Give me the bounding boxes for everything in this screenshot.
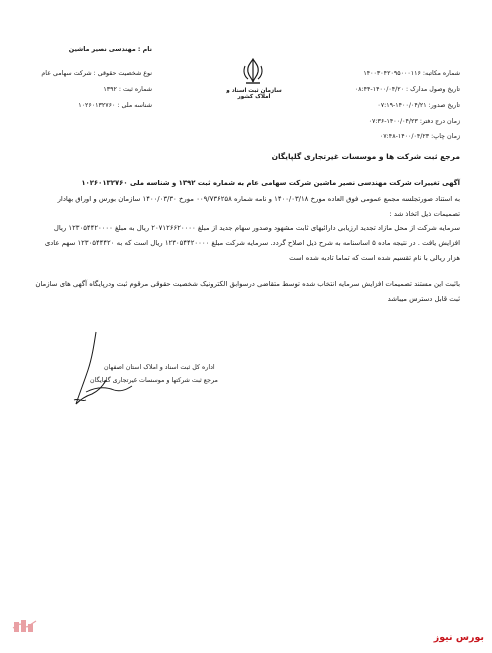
watermark-text: بورس نیوز [433,632,484,643]
notice-line-6: باثبت این مستند تصمیمات افزایش سرمایه انتخاب شده توسط متقاضی درسوابق الکترونیک شخصیت حقوقی مرقوم ثبت ودرپایگاه آگهی های سازمان [35,280,460,288]
notice-line-4: افزایش یافت . در نتیجه ماده ۵ اساسنامه به شرح ذیل اصلاح گردد. سرمایه شرکت مبلغ ۱۲۳۰۵۴۴۲۰۰۰۰ ریال است که به ۱۲۳۰۵۴۴۴۲۰ سهم عادی [44,239,460,247]
notice-line-2: تصمیمات ذیل اتخاذ شد : [389,210,460,218]
company-name: نام : مهندسی نصیر ماشین [68,46,152,53]
signature-line-2: مرجع ثبت شرکتها و موسسات غیرتجاری گلپایگان [90,377,218,384]
letter-number: شماره مکاتبه: ۱۴۰۰۳۰۴۲۰۹۵۰۰۰۱۱۶ [363,70,460,77]
legal-type: نوع شخصیت حقوقی : شرکت سهامی عام [41,70,152,77]
national-id: شناسه ملی : ۱۰۲۶۰۱۳۲۷۶۰ [78,102,152,109]
watermark-logo-icon [10,618,40,636]
print-time: زمان چاپ: ۱۴۰۰/۰۴/۲۳-۰۷:۴۸ [379,133,460,140]
receipt-date: تاریخ وصول مدارک : ۱۴۰۰/۰۴/۲۰-۰۸:۴۴ [354,86,460,93]
authority-heading: مرجع ثبت شرکت ها و موسسات غیرتجاری گلپایگان [271,152,460,161]
entry-time: زمان درج دفتر: ۱۴۰۰/۰۴/۲۳-۰۷:۳۶ [368,118,460,125]
notice-line-1: به استناد صورتجلسه مجمع عمومی فوق العاده مورخ ۱۴۰۰/۰۳/۱۸ و نامه شماره ۰۰۹/۷۳۶۲۵۸ مورخ ۱۴۰۰/۰۳/۳۰ سازمان بورس و اوراق بهادار [57,195,460,203]
notice-line-3: سرمایه شرکت از محل مازاد تجدید ارزیابی دارائیهای ثابت مشهود وصدور سهام جدید از مبلغ ۲۰۷۱۲۶۶۲۰۰۰۰ ریال به مبلغ ۱۲۳۰۵۴۴۲۰۰۰۰ ریال [53,224,460,232]
signature-line-1: اداره کل ثبت اسناد و املاک استان اصفهان [104,364,215,371]
notice-line-7: ثبت قابل دسترس میباشد [387,295,460,303]
notice-line-5: هزار ریالی با نام تقسیم شده است که تماما تادیه شده است [289,254,460,262]
national-emblem-icon [238,56,268,86]
notice-title: آگهی تغییرات شرکت مهندسی نصیر ماشین شرکت سهامی عام به شماره ثبت ۱۳۹۲ و شناسه ملی ۱۰۲۶۰۱۳۲۷۶۰ [81,179,460,187]
organization-name: سازمان ثبت اسناد و املاک کشور [226,88,282,100]
issue-date: تاریخ صدور: ۱۴۰۰/۰۴/۲۱-۰۷:۱۹ [377,102,460,109]
registration-number: شماره ثبت : ۱۳۹۲ [103,86,152,93]
